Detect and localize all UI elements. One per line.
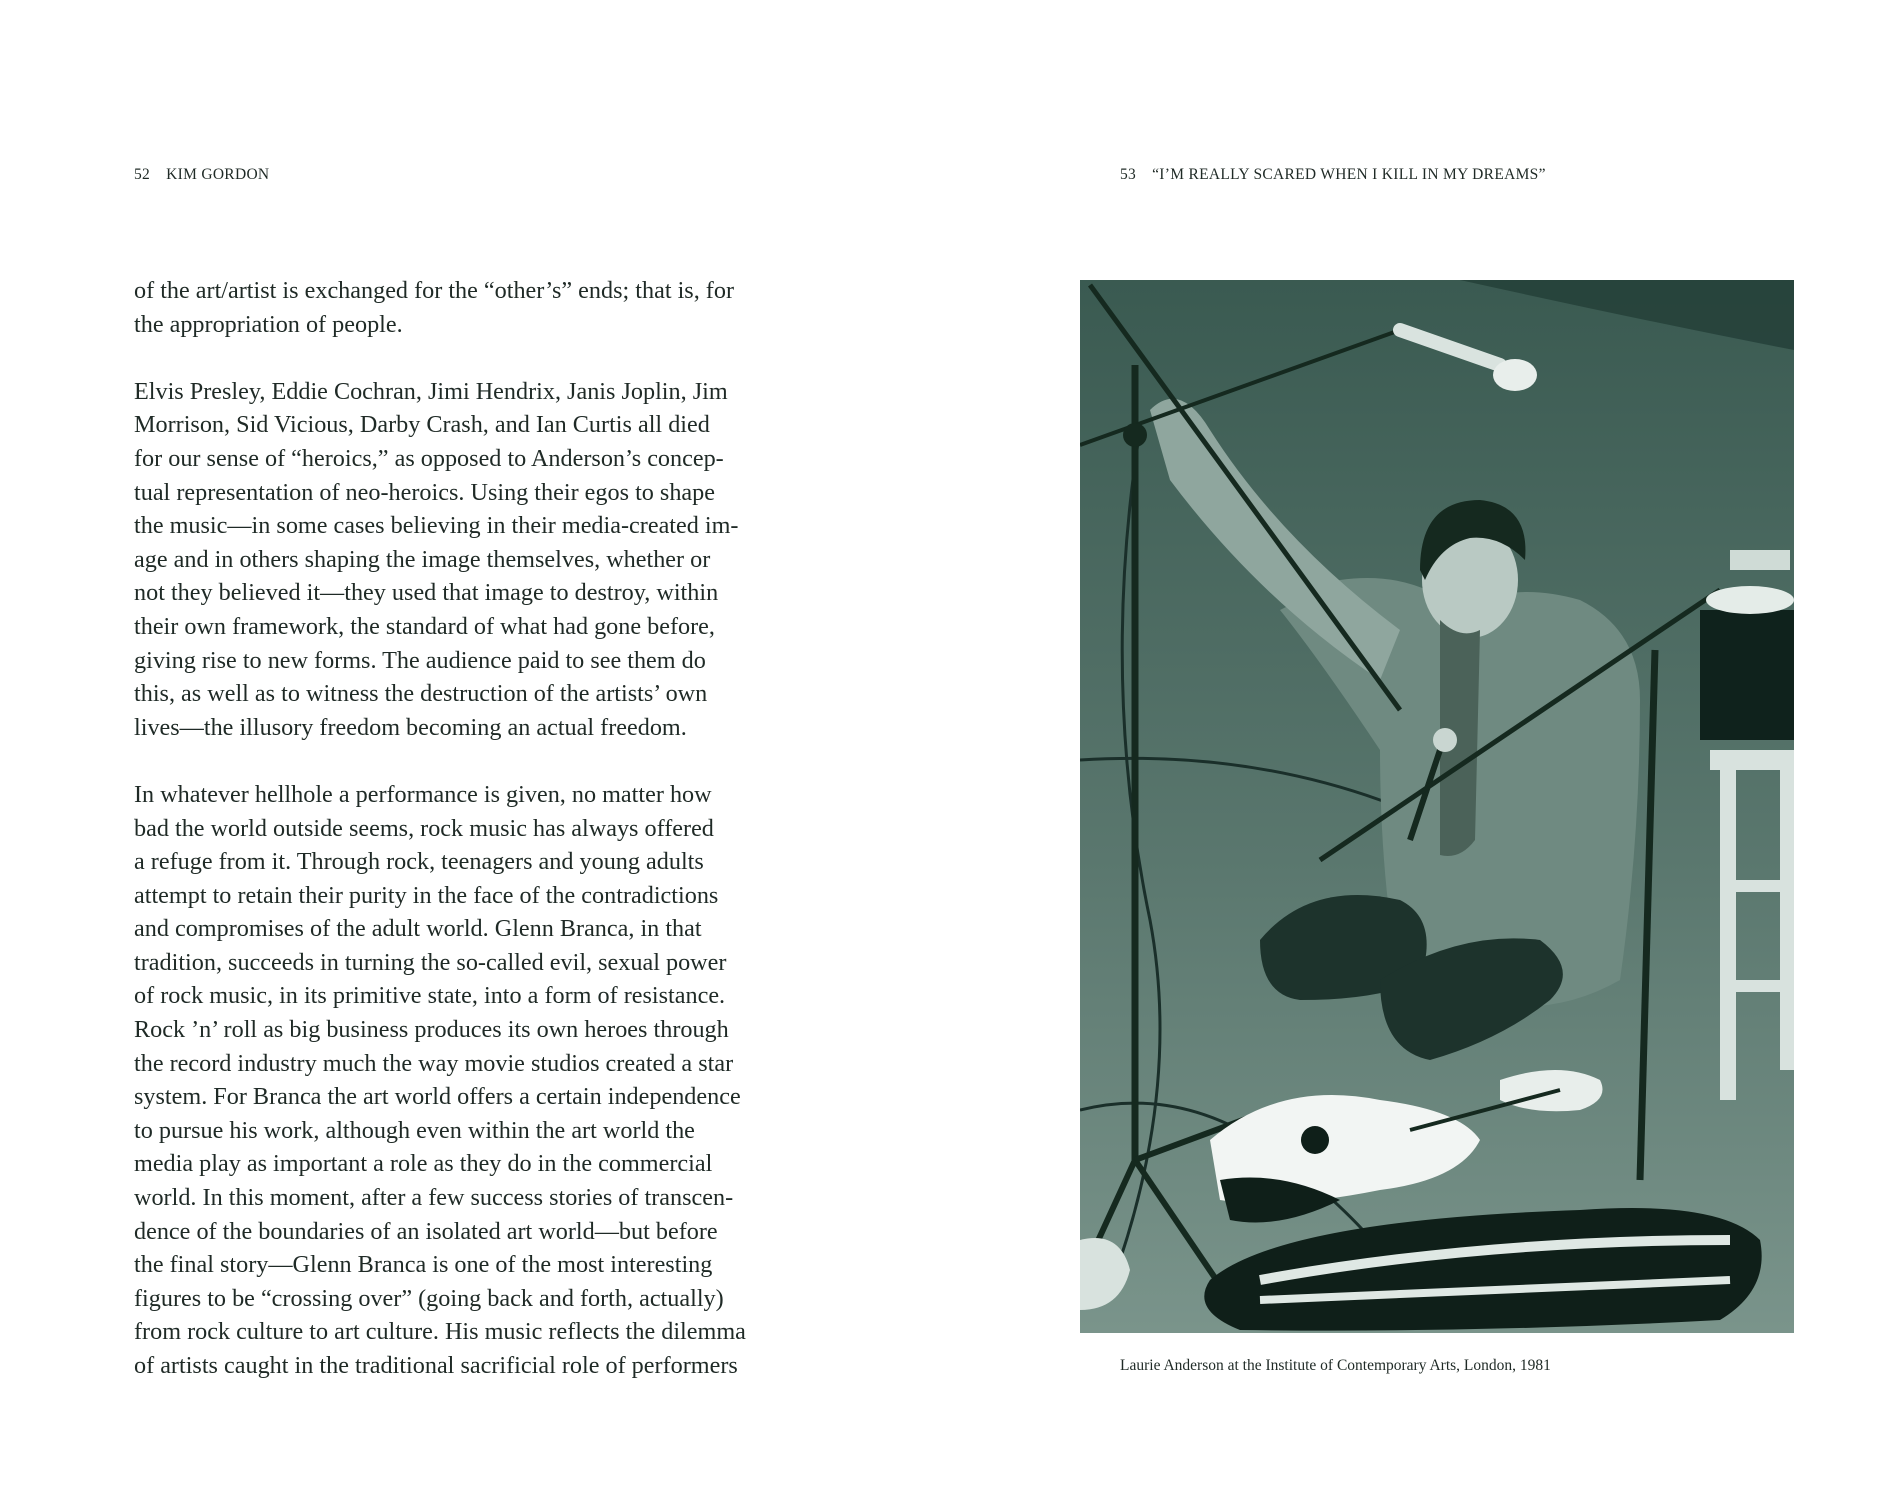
text-line: this, as well as to witness the destruction of the artists’ own [134, 680, 708, 708]
running-head-chapter-title: “I’M REALLY SCARED WHEN I KILL IN MY DREAMS” [1152, 166, 1546, 183]
microphone-handheld [1433, 728, 1457, 752]
equipment-stack [1700, 610, 1794, 740]
text-line: Elvis Presley, Eddie Cochran, Jimi Hendrix, Janis Joplin, Jim [134, 377, 728, 405]
text-line: Rock ’n’ roll as big business produces its own heroes through [134, 1016, 729, 1044]
text-line: age and in others shaping the image themselves, whether or [134, 545, 711, 573]
text-line: giving rise to new forms. The audience paid to see them do [134, 646, 706, 674]
text-line: and compromises of the adult world. Glenn Branca, in that [134, 915, 702, 943]
text-line: their own framework, the standard of what had gone before, [134, 612, 715, 640]
text-line: to pursue his work, although even within the art world the [134, 1116, 695, 1144]
figure-caption: Laurie Anderson at the Institute of Contemporary Arts, London, 1981 [1120, 1357, 1551, 1374]
text-line: media play as important a role as they do in the commercial [134, 1150, 713, 1178]
text-line: from rock culture to art culture. His music reflects the dilemma [134, 1318, 746, 1346]
text-line: the music—in some cases believing in their media-created im- [134, 512, 739, 540]
text-line: lives—the illusory freedom becoming an actual freedom. [134, 713, 687, 741]
photo-illustration [1080, 280, 1794, 1333]
text-line: for our sense of “heroics,” as opposed to Anderson’s concep- [134, 444, 724, 472]
text-line: a refuge from it. Through rock, teenagers and young adults [134, 848, 704, 876]
text-line: world. In this moment, after a few success stories of transcen- [134, 1184, 734, 1212]
text-line: the final story—Glenn Branca is one of the most interesting [134, 1251, 713, 1279]
text-line: tual representation of neo-heroics. Using their egos to shape [134, 478, 715, 506]
text-line: Morrison, Sid Vicious, Darby Crash, and Ian Curtis all died [134, 411, 710, 439]
page-number-right: 53 [1120, 166, 1137, 183]
paragraph [134, 274, 814, 341]
running-head-left [134, 166, 269, 184]
text-line: system. For Branca the art world offers a certain independence [134, 1083, 741, 1111]
text-line: dence of the boundaries of an isolated art world—but before [134, 1217, 718, 1245]
running-head-right [1120, 166, 1546, 184]
text-line: In whatever hellhole a performance is given, no matter how [134, 780, 712, 808]
paragraph [134, 375, 814, 745]
text-line: tradition, succeeds in turning the so-called evil, sexual power [134, 948, 727, 976]
text-line: bad the world outside seems, rock music has always offered [134, 814, 714, 842]
body-text-column [134, 274, 814, 1416]
text-line: figures to be “crossing over” (going back and forth, actually) [134, 1284, 724, 1312]
text-line: of artists caught in the traditional sacrificial role of performers [134, 1352, 738, 1379]
text-line: of the art/artist is exchanged for the “other’s” ends; that is, for [134, 277, 735, 304]
text-line: attempt to retain their purity in the face of the contradictions [134, 881, 719, 909]
photograph-laurie-anderson [1080, 280, 1794, 1333]
paragraph [134, 778, 814, 1383]
stool-seat [1710, 750, 1794, 770]
text-line: of rock music, in its primitive state, into a form of resistance. [134, 982, 726, 1010]
running-head-author: KIM GORDON [166, 166, 270, 183]
text-line: the record industry much the way movie studios created a star [134, 1049, 734, 1077]
page-number-left: 52 [134, 166, 151, 183]
text-line: the appropriation of people. [134, 310, 403, 338]
text-line: not they believed it—they used that image to destroy, within [134, 579, 719, 607]
